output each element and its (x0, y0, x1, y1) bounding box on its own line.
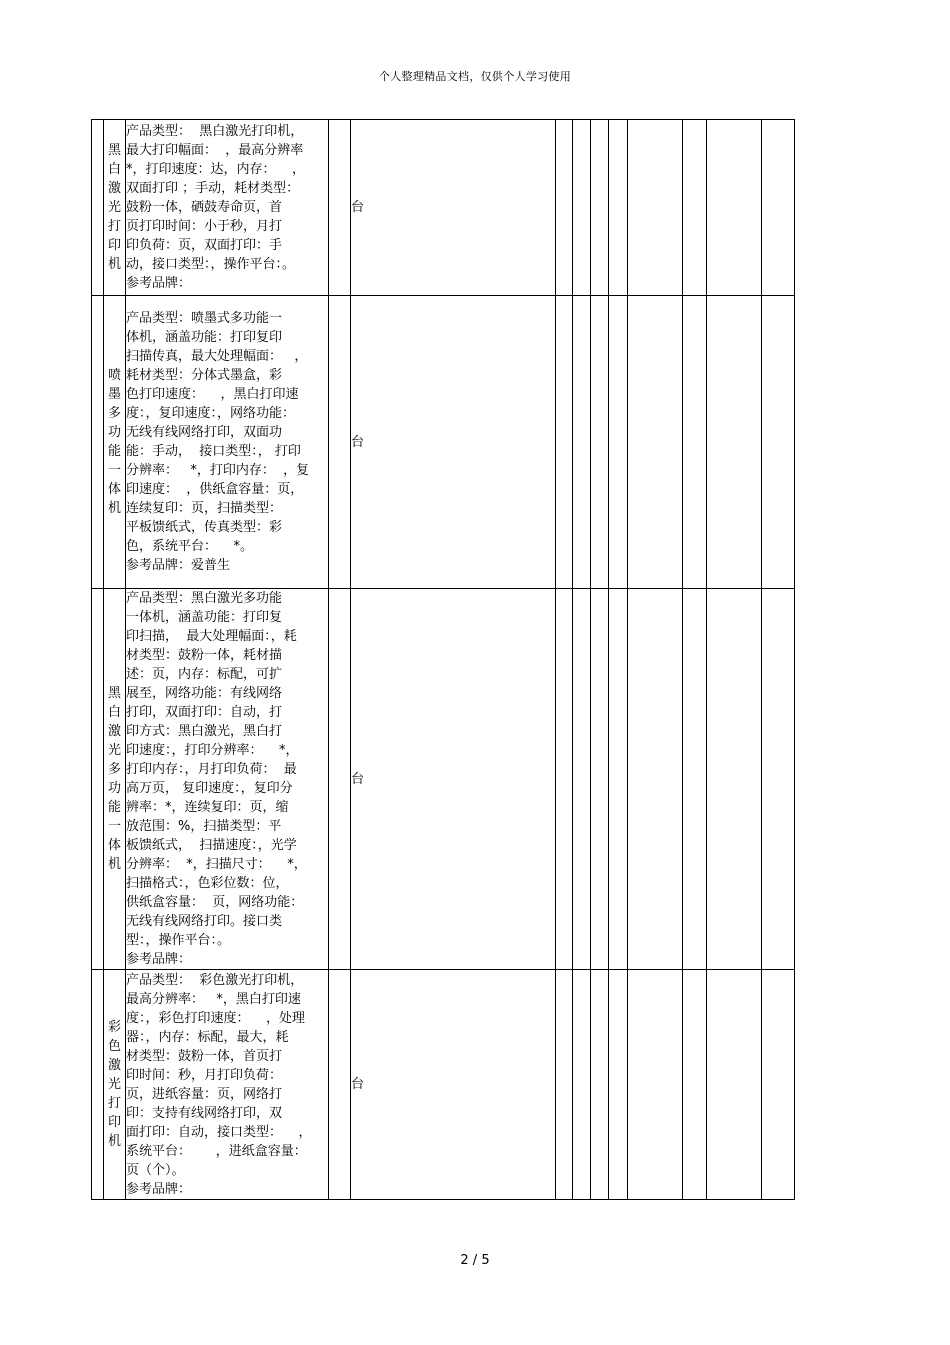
empty-cell (329, 120, 351, 296)
description-cell: 产品类型：黑白激光多功能 一体机，涵盖功能：打印复 印扫描， 最大处理幅面：，耗 材类型：鼓粉一体，耗材描 述：页，内存：标配，可扩 展至，网络功能：有线网络 打印，双面打印：自动，打 印方式：黑白激光，黑白打 印速度：，打印分辨率： *， 打印内存：，月打印负荷： 最 高万页， 复印速度：，复印分 辨率：*，连续复印：页，缩 放范围：%，扫描类型：平 板馈纸式， 扫描速度：，光学 分辨率： *，扫描尺寸： *， 扫描格式：，色彩位数：位， 供纸盒容量： 页，网络功能： 无线有线网络打印。接口类 型：，操作平台：。 参考品牌： (126, 589, 329, 970)
index-cell (92, 589, 104, 970)
empty-cell (556, 970, 573, 1200)
empty-cell (573, 970, 591, 1200)
table-row (92, 970, 795, 1200)
empty-cell (628, 970, 683, 1200)
product-name: 彩色激光打印机 (107, 1020, 121, 1149)
empty-cell (591, 296, 609, 589)
product-name: 喷墨多功能一体机 (107, 368, 121, 516)
empty-cell (609, 970, 628, 1200)
empty-cell (707, 970, 762, 1200)
empty-cell (683, 589, 707, 970)
empty-cell (609, 120, 628, 296)
index-cell (92, 120, 104, 296)
empty-cell (556, 120, 573, 296)
table-row (92, 296, 795, 589)
empty-cell (573, 296, 591, 589)
empty-cell (591, 970, 609, 1200)
table-row (92, 120, 795, 296)
description-cell: 产品类型：喷墨式多功能一 体机，涵盖功能：打印复印 扫描传真，最大处理幅面： ， 耗材类型：分体式墨盒，彩 色打印速度： ，黑白打印速 度：，复印速度：，网络功能： 无线有线网络打印，双面功 能：手动， 接口类型：， 打印 分辨率： *，打印内存： ，复 印速度： ，供纸盒容量：页， 连续复印：页，扫描类型： 平板馈纸式，传真类型：彩 色，系统平台： *。 参考品牌：爱普生 (126, 296, 329, 589)
index-cell (92, 970, 104, 1200)
empty-cell (573, 589, 591, 970)
empty-cell (573, 120, 591, 296)
empty-cell (329, 296, 351, 589)
empty-cell (556, 296, 573, 589)
product-name-cell (104, 120, 126, 296)
empty-cell (628, 120, 683, 296)
empty-cell (683, 296, 707, 589)
empty-cell (762, 970, 795, 1200)
empty-cell (762, 296, 795, 589)
unit-cell: 台 (351, 970, 556, 1200)
description-cell: 产品类型： 黑白激光打印机， 最大打印幅面： ，最高分辨率 *，打印速度：达，内存： ， 双面打印 ；手动，耗材类型： 鼓粉一体，硒鼓寿命页，首 页打印时间：小于秒，月打 印负荷：页，双面打印：手 动，接口类型：，操作平台：。 参考品牌： (126, 120, 329, 296)
empty-cell (683, 970, 707, 1200)
product-spec-table (91, 119, 795, 1200)
product-name-cell (104, 970, 126, 1200)
table-row (92, 589, 795, 970)
product-name-cell (104, 296, 126, 589)
empty-cell (628, 296, 683, 589)
page-number: 2 / 5 (460, 1253, 490, 1268)
page-header: 个人整理精品文档，仅供个人学习使用 (378, 70, 572, 83)
empty-cell (707, 589, 762, 970)
index-cell (92, 296, 104, 589)
empty-cell (329, 589, 351, 970)
empty-cell (609, 589, 628, 970)
empty-cell (707, 120, 762, 296)
empty-cell (762, 120, 795, 296)
product-name: 黑白激光打印机 (107, 143, 121, 272)
empty-cell (707, 296, 762, 589)
empty-cell (609, 296, 628, 589)
product-name-cell (104, 589, 126, 970)
empty-cell (762, 589, 795, 970)
empty-cell (329, 970, 351, 1200)
unit-cell: 台 (351, 589, 556, 970)
empty-cell (556, 589, 573, 970)
empty-cell (628, 589, 683, 970)
empty-cell (591, 589, 609, 970)
empty-cell (591, 120, 609, 296)
description-cell: 产品类型： 彩色激光打印机， 最高分辨率： *，黑白打印速 度：，彩色打印速度： ，处理 器：，内存：标配，最大，耗 材类型：鼓粉一体，首页打 印时间：秒，月打印负荷： 页，进纸容量：页，网络打 印：支持有线网络打印，双 面打印：自动，接口类型： ， 系统平台： ，进纸盒容量： 页（个）。 参考品牌： (126, 970, 329, 1200)
unit-cell: 台 (351, 296, 556, 589)
unit-cell: 台 (351, 120, 556, 296)
product-name: 黑白激光多功能一体机 (107, 686, 121, 872)
empty-cell (683, 120, 707, 296)
